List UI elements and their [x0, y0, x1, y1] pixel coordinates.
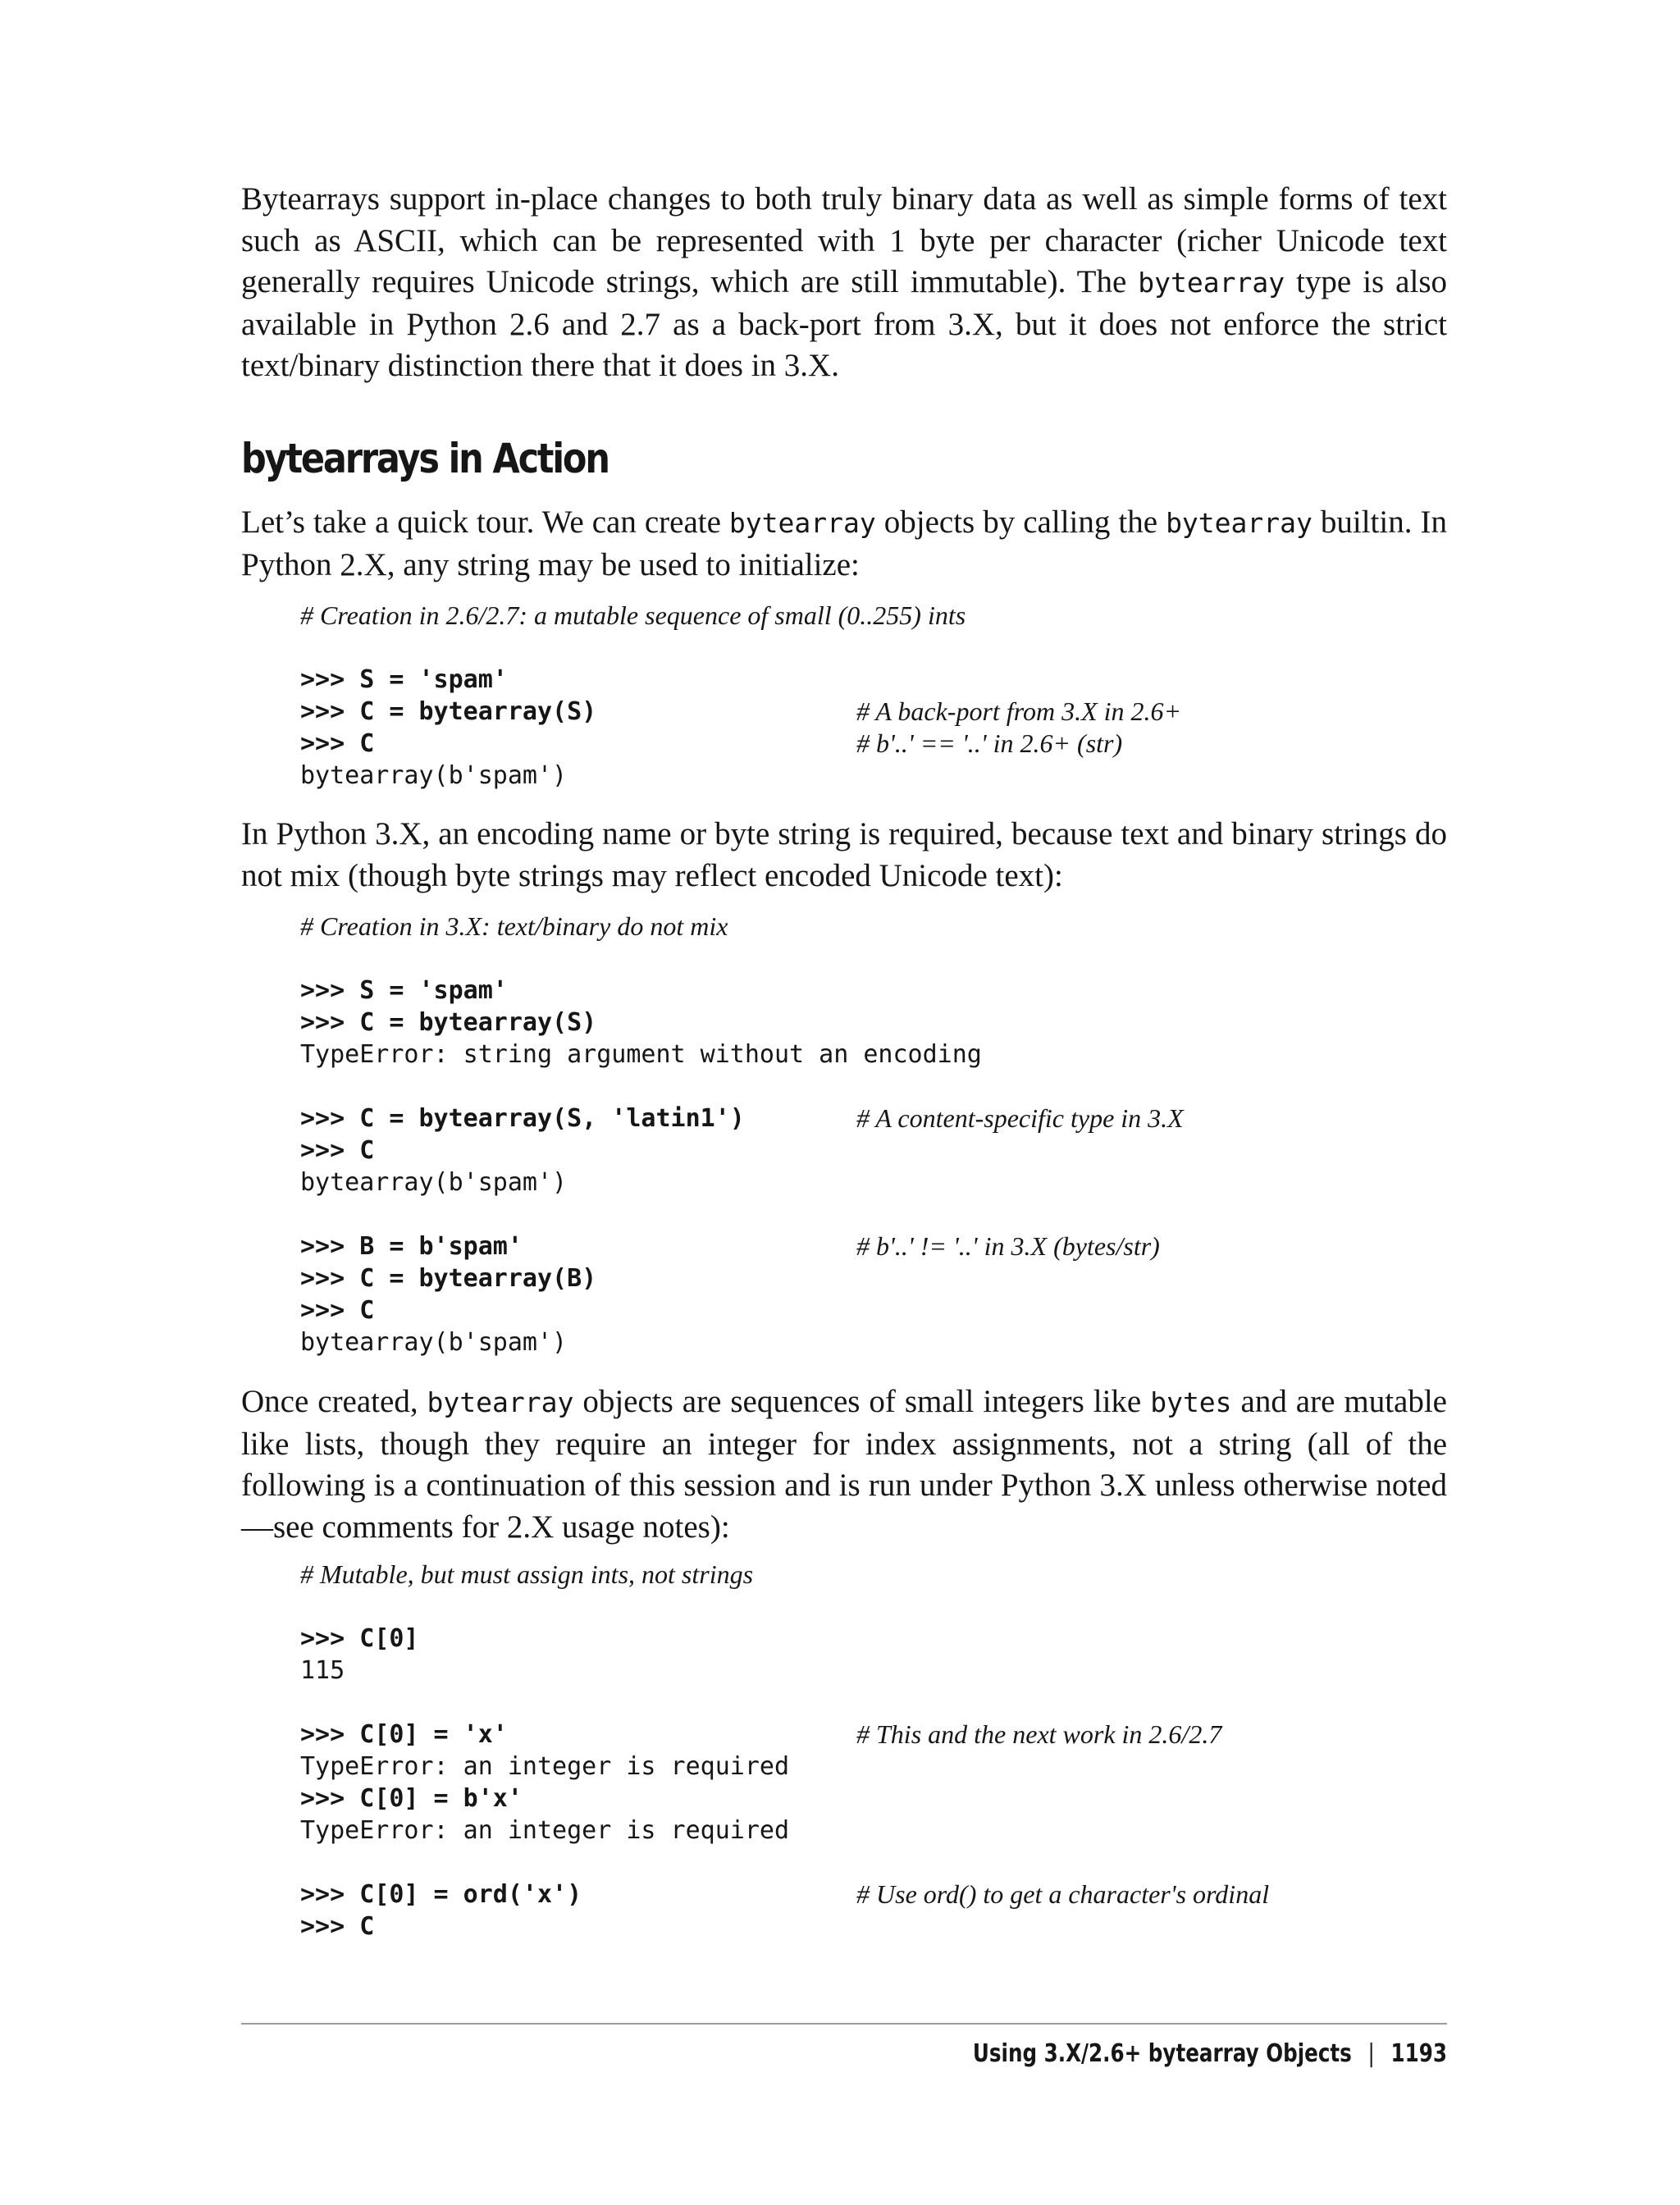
paragraph-text: objects are sequences of small integers like: [573, 1384, 1151, 1419]
paragraph-text: type is also available in Python 2.6 and 2.7 as a back-port from 3.X, but it does not enforce the strict text/binary distinction there that it does in 3.X.: [241, 264, 1448, 383]
code-output: TypeError: an integer is required: [300, 1816, 790, 1845]
code-output: 115: [300, 1656, 345, 1685]
paragraph-intro: [241, 179, 1447, 387]
code-line: >>> C = bytearray(B): [300, 1264, 597, 1293]
inline-code: bytes: [1150, 1386, 1232, 1418]
paragraph-text: and are mutable like lists, though they require an integer for index assignments, not a string (all of the following is a continuation of this session and is run under Python 3.X unless otherwise noted—see comments for 2.X usage notes):: [241, 1384, 1447, 1545]
code-line: >>> C[0] = b'x': [300, 1784, 523, 1813]
code-listing-3x: [300, 911, 1447, 1358]
paragraph-text: Bytearrays support in-place changes to both truly binary data as well as simple forms of text such as ASCII, which can be represented with 1 byte per character (richer Unicode text generally requires Unicode strings, which are still immutable). The: [241, 181, 1447, 299]
code-line: >>> S = 'spam': [300, 976, 508, 1005]
inline-code: bytearray: [427, 1386, 574, 1418]
code-comment: # Mutable, but must assign ints, not strings: [300, 1559, 754, 1589]
code-comment: # Creation in 3.X: text/binary do not mix: [300, 911, 728, 941]
code-comment: # Use ord() to get a character's ordinal: [856, 1879, 1270, 1909]
footer-title: Using 3.X/2.6+ bytearray Objects: [972, 2039, 1352, 2068]
inline-code: bytearray: [1138, 267, 1285, 299]
code-line: >>> C: [300, 1136, 375, 1165]
code-line: >>> S = 'spam': [300, 665, 508, 694]
section-heading: bytearrays in Action: [241, 435, 609, 482]
code-comment: # Creation in 2.6/2.7: a mutable sequence of small (0..255) ints: [300, 600, 966, 630]
code-comment: # b'..' != '..' in 3.X (bytes/str): [856, 1231, 1160, 1261]
paragraph-text: objects by calling the: [875, 504, 1166, 540]
code-comment: # A content-specific type in 3.X: [856, 1103, 1184, 1133]
code-line: >>> C: [300, 1296, 375, 1325]
code-line: >>> C: [300, 1912, 375, 1941]
code-output: bytearray(b'spam'): [300, 1328, 568, 1357]
inline-code: bytearray: [1166, 507, 1312, 539]
code-listing-mutable: [300, 1559, 1447, 1942]
code-output: bytearray(b'spam'): [300, 761, 568, 790]
code-comment: # b'..' == '..' in 2.6+ (str): [856, 728, 1123, 758]
code-output: TypeError: string argument without an encoding: [300, 1040, 982, 1069]
code-line: >>> B = b'spam': [300, 1232, 523, 1261]
code-comment: # This and the next work in 2.6/2.7: [856, 1719, 1222, 1749]
code-line: >>> C[0] = ord('x'): [300, 1880, 582, 1909]
paragraph-text: Let’s take a quick tour. We can create: [241, 504, 729, 540]
paragraph-text: builtin. In Python 2.X, any string may be used to initialize:: [241, 504, 1447, 582]
code-line: >>> C = bytearray(S): [300, 1008, 597, 1037]
code-comment: # A back-port from 3.X in 2.6+: [856, 696, 1182, 726]
footer-separator: |: [1367, 2039, 1375, 2068]
code-line: >>> C = bytearray(S): [300, 697, 597, 726]
code-line: >>> C[0]: [300, 1624, 419, 1653]
code-output: bytearray(b'spam'): [300, 1168, 568, 1197]
running-footer: [973, 2039, 1447, 2068]
paragraph-text: Once created,: [241, 1384, 427, 1419]
code-listing-2x: [300, 600, 1447, 792]
code-line: >>> C[0] = 'x': [300, 1720, 508, 1749]
inline-code: bytearray: [728, 507, 876, 539]
code-line: >>> C = bytearray(S, 'latin1'): [300, 1104, 745, 1133]
code-output: TypeError: an integer is required: [300, 1752, 790, 1781]
code-line: >>> C: [300, 729, 375, 758]
paragraph-tour: [241, 502, 1447, 586]
page-number: 1193: [1390, 2039, 1447, 2068]
footer-rule: [241, 2023, 1447, 2025]
paragraph-once-created: [241, 1381, 1447, 1548]
paragraph-3x: In Python 3.X, an encoding name or byte string is required, because text and binary strings do not mix (though byte strings may reflect encoded Unicode text):: [241, 816, 1447, 893]
